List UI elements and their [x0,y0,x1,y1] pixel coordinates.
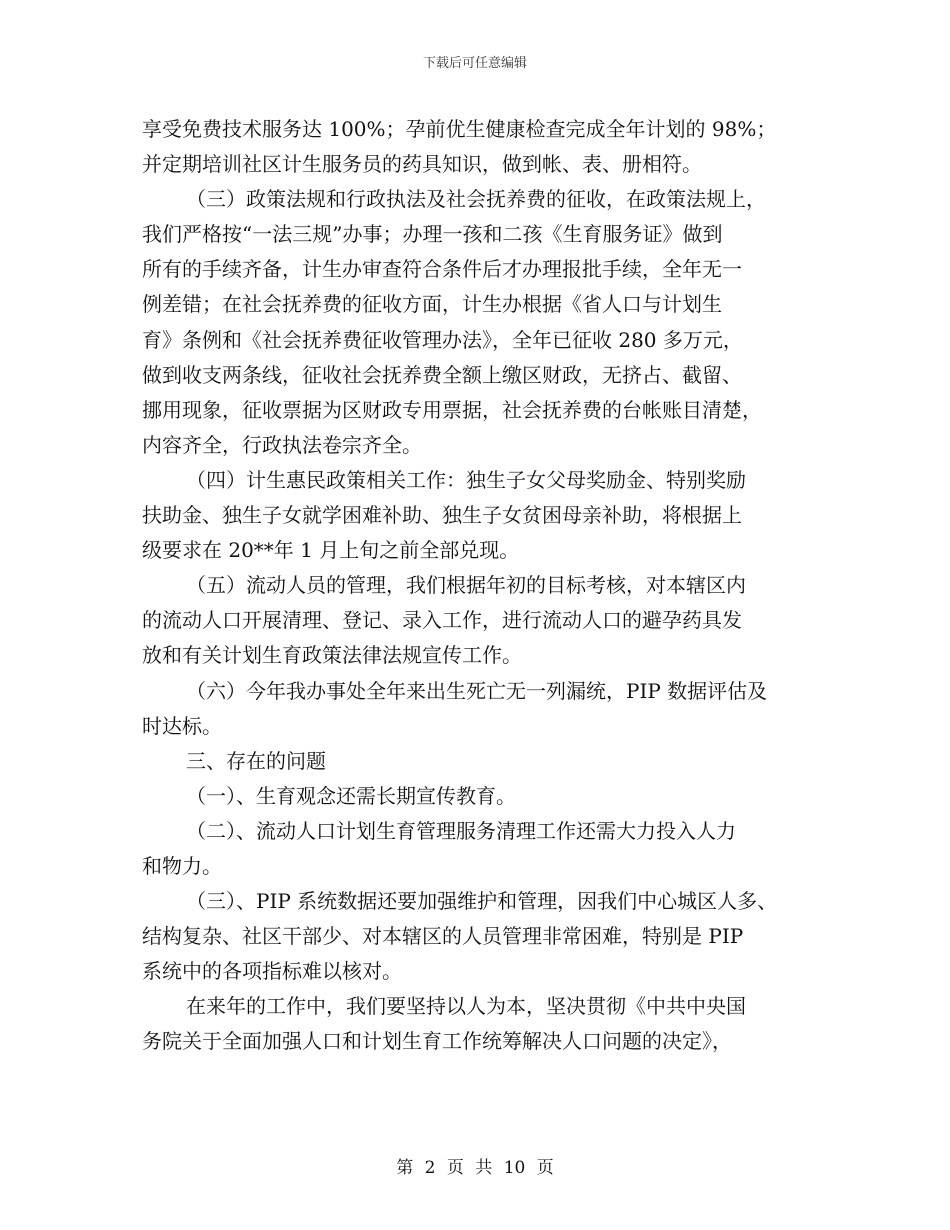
text-line: （三）政策法规和行政执法及社会抚养费的征收，在政策法规上， [186,187,766,212]
text-line: 我们严格按“一法三规”办事；办理一孩和二孩《生育服务证》做到 [142,222,723,247]
text-line: 挪用现象，征收票据为区财政专用票据，社会抚养费的台帐账目清楚， [142,397,762,422]
text-line: 育》条例和《社会抚养费征收管理办法》，全年已征收 280 多万元， [142,327,743,352]
text-line: 时达标。 [142,713,222,738]
text-line: （六）今年我办事处全年来出生死亡无一列漏统，PIP 数据评估及 [186,678,768,703]
text-line: 享受免费技术服务达 100%；孕前优生健康检查完成全年计划的 98%； [142,117,777,141]
text-line: 所有的手续齐备，计生办审查符合条件后才办理报批手续，全年无一 [142,257,742,282]
text-line: 的流动人口开展清理、登记、录入工作，进行流动人口的避孕药具发 [142,608,742,633]
text-line: 做到收支两条线，征收社会抚养费全额上缴区财政，无挤占、截留、 [142,362,742,387]
text-line: 结构复杂、社区干部少、对本辖区的人员管理非常困难，特别是 PIP [142,924,744,949]
text-line: 三、存在的问题 [186,748,326,773]
text-line: 内容齐全，行政执法卷宗齐全。 [142,432,422,457]
text-line: （三）、PIP 系统数据还要加强维护和管理，因我们中心城区人多、 [186,889,778,914]
text-line: （二）、流动人口计划生育管理服务清理工作还需大力投入人力 [186,818,736,843]
text-line: 务院关于全面加强人口和计划生育工作统筹解决人口问题的决定》， [142,1029,732,1054]
document-body [142,112,832,1060]
text-line: 放和有关计划生育政策法律法规宣传工作。 [142,643,522,668]
text-line: （一）、生育观念还需长期宣传教育。 [186,783,516,808]
text-line: （五）流动人员的管理，我们根据年初的目标考核，对本辖区内 [186,573,746,598]
text-line: 例差错；在社会抚养费的征收方面，计生办根据《省人口与计划生 [142,292,722,317]
text-line: （四）计生惠民政策相关工作：独生子女父母奖励金、特别奖励 [186,467,746,492]
text-line: 和物力。 [142,853,222,878]
text-line: 级要求在 20**年 1 月上旬之前全部兑现。 [142,538,520,563]
text-line: 并定期培训社区计生服务员的药具知识，做到帐、表、册相符。 [142,152,702,177]
page-header: 下载后可任意编辑 [422,56,527,71]
text-line: 扶助金、独生子女就学困难补助、独生子女贫困母亲补助，将根据上 [142,503,742,528]
text-line: 系统中的各项指标难以核对。 [142,959,402,984]
text-line: 在来年的工作中，我们要坚持以人为本，坚决贯彻《中共中央国 [186,994,746,1019]
page-footer: 第 2 页 共 10 页 [396,1158,554,1178]
